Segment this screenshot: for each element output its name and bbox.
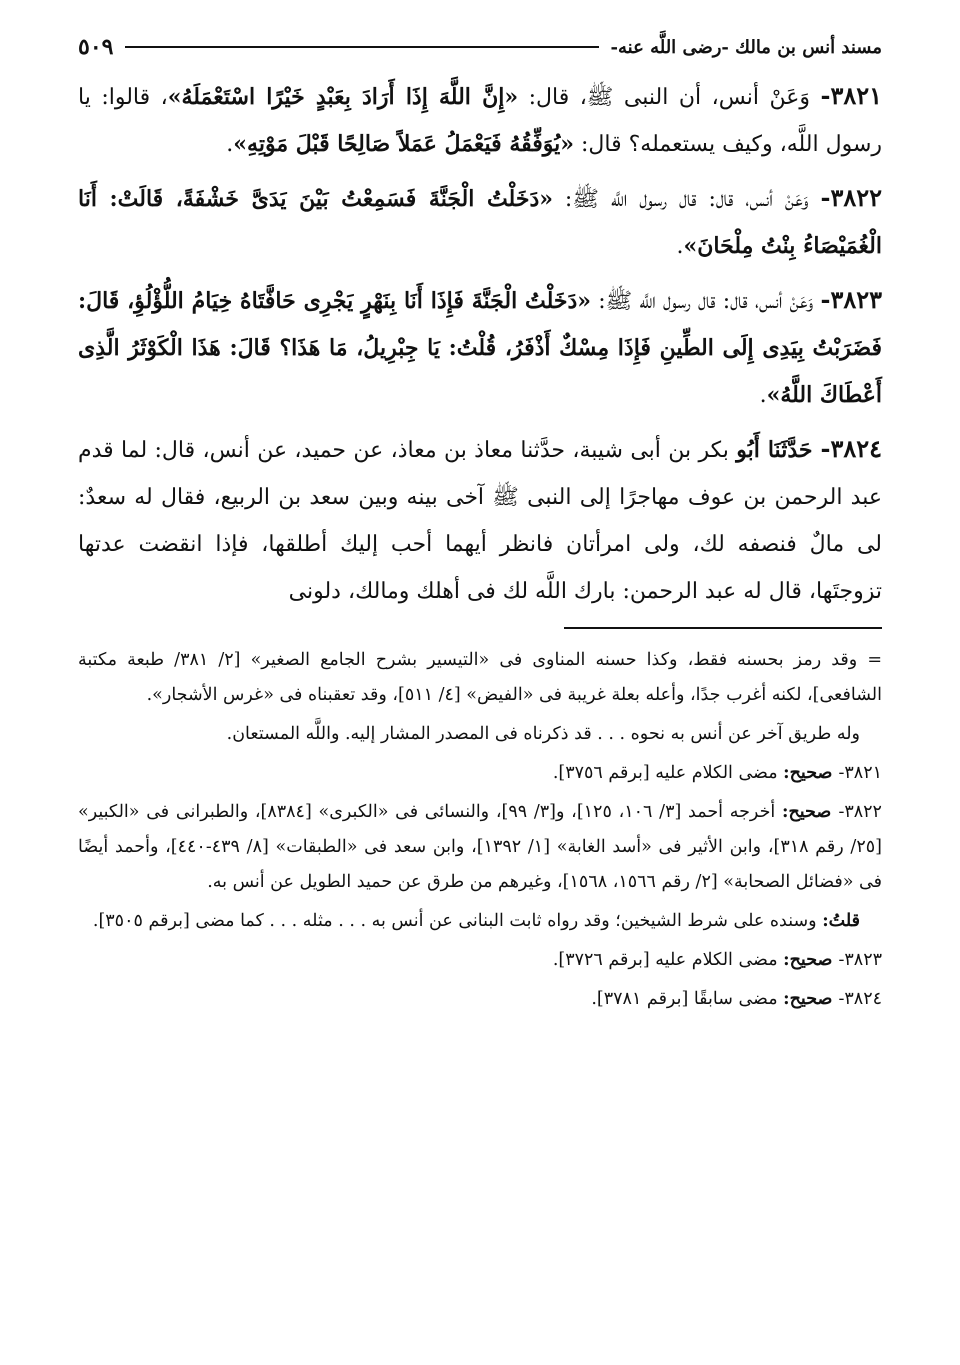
page-number: ٥٠٩ — [78, 34, 114, 60]
hadith-text: ، قالوا: يا رسول اللَّه، وكيف يستعمله؟ قال: — [78, 85, 882, 157]
footnote-grade: صحيح: — [783, 989, 839, 1009]
footnote-3823 — [78, 943, 882, 978]
hadith-number: ٣٨٢٤- — [820, 434, 883, 463]
footnote-grade: صحيح: — [781, 802, 839, 822]
hadith-quote: «دَخَلْتُ الْجَنَّةَ فَسَمِعْتُ بَيْنَ يَدَىَّ خَشْفَةً، قَالَتْ: أَنَا الْغُمَيْصَاءُ بِنْتُ مِلْحَانَ» — [78, 186, 882, 259]
hadith-text: . — [759, 383, 767, 408]
footnote-text: مضى الكلام عليه [برقم ٣٧٢٦]. — [552, 950, 784, 970]
footnote-number: ٣٨٢٤- — [838, 989, 882, 1009]
footnote-grade: صحيح: — [783, 950, 839, 970]
footnote-number: ٣٨٢١- — [838, 763, 882, 783]
footnote-comment — [78, 904, 882, 939]
hadith-quote: «يُوَفِّقُهُ فَيَعْمَلُ عَمَلاً صَالِحًا قَبْلَ مَوْتِهِ» — [233, 131, 575, 157]
footnotes — [78, 643, 882, 1017]
footnote-note: وله طريق آخر عن أنس به نحوه . . . قد ذكرناه فى المصدر المشار إليه. واللَّه المستعان. — [226, 724, 860, 744]
hadith-text: . — [226, 132, 234, 157]
hadith-text: . — [676, 234, 684, 259]
hadith-3822 — [78, 174, 882, 270]
hadith-text: وَعَنْ أنس، قال: قال رسول اللَّه ﷺ: — [553, 187, 821, 212]
hadith-text: وَعَنْ أنس، أن النبى ﷺ، قال: — [518, 85, 821, 110]
hadith-chain-lead: حَدَّثَنَا أَبُو — [736, 437, 821, 463]
footnote-3824 — [78, 982, 882, 1017]
footnote-divider — [564, 627, 882, 629]
footnote-continuation: = وقد رمز بحسنه فقط، وكذا حسنه المناوى فى «التيسير بشرح الجامع الصغير» [٢/ ٣٨١/ طبعة مكتبة الشافعى]، لكنه أغرب جدًا، وأعله بعلة غريبة فى «الفيض» [٤/ ٥١١]، وقد تعقبناه فى «غرس الأشجار». — [78, 650, 882, 705]
footnote-text: مضى سابقًا [برقم ٣٧٨١]. — [591, 989, 784, 1009]
hadith-3824 — [78, 425, 882, 615]
running-header — [78, 32, 882, 62]
footnote-text: وسنده على شرط الشيخين؛ وقد رواه ثابت البنانى عن أنس به . . . مثله . . . كما مضى [برقم ٣٥٠٥]. — [92, 911, 823, 931]
hadith-number: ٣٨٢٣- — [820, 285, 882, 314]
hadith-3821 — [78, 72, 882, 168]
footnote-number: ٣٨٢٢- — [838, 802, 882, 822]
header-title: مسند أنس بن مالك -رضى اللَّه عنه- — [610, 36, 882, 58]
hadith-text: بكر بن أبى شيبة، حدَّثنا معاذ بن معاذ، عن حميد، عن أنس، قال: لما قدم عبد الرحمن بن عوف مهاجرًا إلى النبى ﷺ آخى بينه وبين سعد بن الربيع، فقال له سعدٌ: لى مالٌ فنصفه لك، ولى امرأتان فانظر أيهما أحب إليك أطلقها، فإذا انقضت عدتها تزوجتَها، قال له عبد الرحمن: بارك اللَّه لك فى أهلك ومالك، دلونى — [78, 438, 882, 604]
hadith-number: ٣٨٢١- — [820, 81, 883, 110]
footnote-3822 — [78, 795, 882, 900]
main-text — [78, 72, 882, 615]
footnote-comment-label: قلتُ: — [822, 911, 860, 931]
footnote-text: مضى الكلام عليه [برقم ٣٧٥٦]. — [552, 763, 784, 783]
header-rule — [125, 46, 598, 48]
footnote-grade: صحيح: — [783, 763, 839, 783]
hadith-quote: «دَخَلْتُ الْجَنَّةَ فَإِذَا أَنَا بِنَهْرٍ يَجْرِى حَافَّتَاهُ خِيَامُ اللُّؤْلُؤِ، قَالَ: فَضَرَبْتُ بِيَدِى إِلَى الطِّينِ فَإِذَا مِسْكٌ أَذْفَرُ، قُلْتُ: يَا جِبْرِيلُ، مَا هَذَا؟ قَالَ: هَذَا الْكَوْثَرُ الَّذِى أَعْطَاكَ اللَّهُ» — [78, 288, 882, 408]
footnote-text: أخرجه أحمد [٣/ ١٠٦، ١٢٥]، و[٣/ ٩٩]، والنسائى فى «الكبرى» [٨٣٨٤]، والطبرانى فى «الكبير» [٢٥/ رقم ٣١٨]، وابن الأثير فى «أسد الغابة» [١/ ١٣٩٢]، وابن سعد فى «الطبقات» [٨/ ٤٣٩-٤٤٠]، وأحمد أيضًا فى «فضائل الصحابة» [٢/ رقم ١٥٦٦، ١٥٦٨]، وغيرهم من طرق عن حميد الطويل عن أنس به. — [78, 802, 882, 892]
hadith-3823 — [78, 276, 882, 419]
hadith-text: وَعَنْ أنس، قال: قال رسول اللَّه ﷺ: — [591, 289, 821, 314]
hadith-number: ٣٨٢٢- — [820, 183, 882, 212]
footnote-number: ٣٨٢٣- — [838, 950, 882, 970]
footnote-3821 — [78, 756, 882, 791]
hadith-quote: «إِنَّ اللَّهَ إِذَا أَرَادَ بِعَبْدٍ خَيْرًا اسْتَعْمَلَهُ» — [167, 84, 519, 110]
